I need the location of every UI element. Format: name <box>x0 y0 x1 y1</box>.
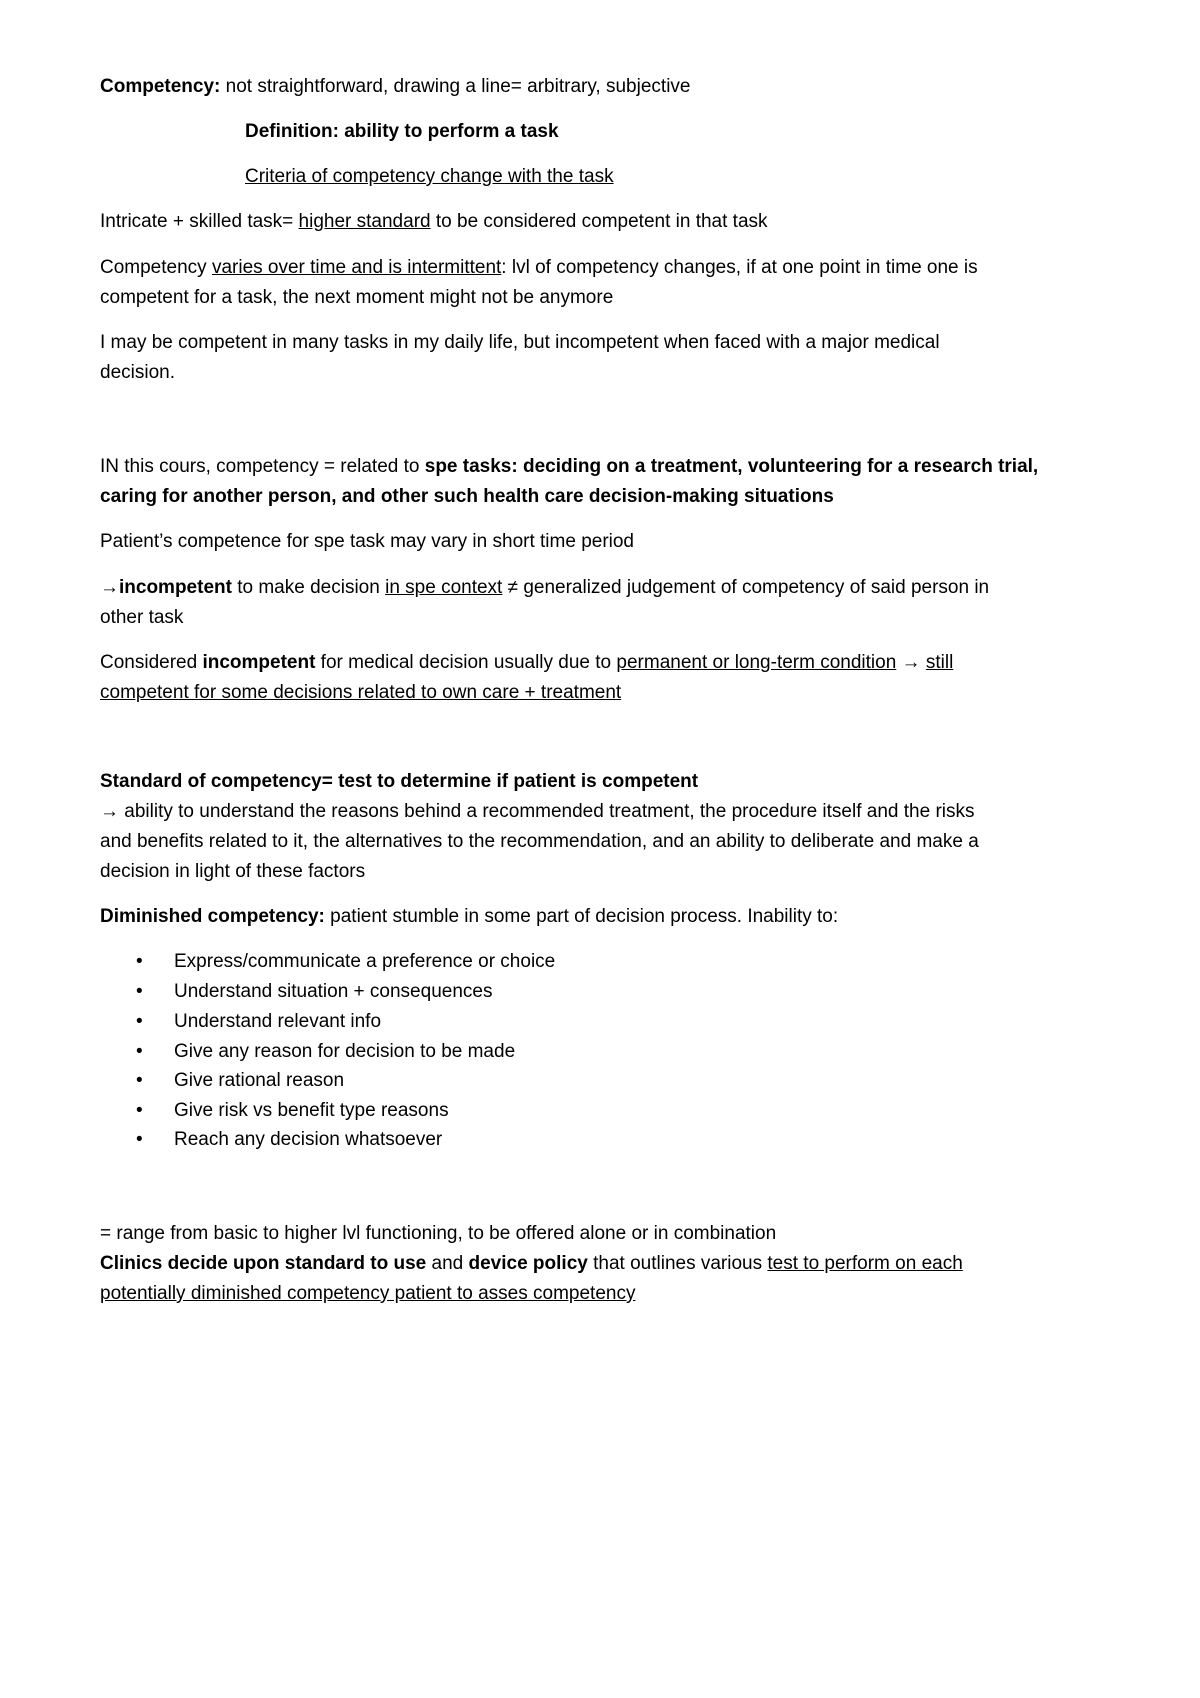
varies-line: Competency varies over time and is intermittent: lvl of competency changes, if at one point in time one is <box>100 257 978 278</box>
patient-line: Patient’s competence for spe task may vary in short time period <box>100 531 635 552</box>
arrow-icon: → <box>896 652 926 673</box>
bullet-icon: • <box>136 1100 143 1121</box>
standard-line-3: decision in light of these factors <box>100 861 366 882</box>
incompetent-line: →incompetent to make decision in spe context ≠ generalized judgement of competency of said person in <box>100 577 990 598</box>
course-line: IN this cours, competency = related to spe tasks: deciding on a treatment, volunteering for a research trial, <box>100 456 1039 477</box>
daily-line: I may be competent in many tasks in my daily life, but incompetent when faced with a major medical <box>100 332 940 353</box>
list-item: Give any reason for decision to be made <box>174 1041 516 1062</box>
list-item: Understand relevant info <box>174 1011 382 1032</box>
bullet-icon: • <box>136 1070 143 1091</box>
range-line: = range from basic to higher lvl functioning, to be offered alone or in combination <box>100 1223 777 1244</box>
list-item: Understand situation + consequences <box>174 981 493 1002</box>
standard-line-1: → ability to understand the reasons behind a recommended treatment, the procedure itself and the risks <box>100 801 975 822</box>
bullet-icon: • <box>136 951 143 972</box>
incompetent-line-2: other task <box>100 607 184 628</box>
competency-label: Competency: <box>100 76 221 97</box>
varies-line-2: competent for a task, the next moment might not be anymore <box>100 287 614 308</box>
arrow-icon: → <box>100 577 119 598</box>
course-line-2: caring for another person, and other such health care decision-making situations <box>100 486 834 507</box>
list-item: Give rational reason <box>174 1070 345 1091</box>
list-item: Give risk vs benefit type reasons <box>174 1100 449 1121</box>
standard-line-2: and benefits related to it, the alternatives to the recommendation, and an ability to deliberate and make a <box>100 831 979 852</box>
diminished-line: Diminished competency: patient stumble in some part of decision process. Inability to: <box>100 906 839 927</box>
criteria-line: Criteria of competency change with the task <box>245 166 614 187</box>
standard-title: Standard of competency= test to determine if patient is competent <box>100 771 699 792</box>
bullet-icon: • <box>136 1041 143 1062</box>
considered-line: Considered incompetent for medical decision usually due to permanent or long-term condition → still <box>100 652 954 673</box>
considered-line-2: competent for some decisions related to own care + treatment <box>100 682 622 703</box>
bullet-icon: • <box>136 1011 143 1032</box>
bullet-icon: • <box>136 1129 143 1150</box>
clinics-line-2: potentially diminished competency patient to asses competency <box>100 1283 636 1304</box>
intricate-line: Intricate + skilled task= higher standard to be considered competent in that task <box>100 211 768 232</box>
list-item: Reach any decision whatsoever <box>174 1129 443 1150</box>
definition-line: Definition: ability to perform a task <box>245 121 559 142</box>
list-item: Express/communicate a preference or choice <box>174 951 556 972</box>
daily-line-2: decision. <box>100 362 175 383</box>
clinics-line: Clinics decide upon standard to use and device policy that outlines various test to perform on each <box>100 1253 963 1274</box>
bullet-icon: • <box>136 981 143 1002</box>
competency-line: Competency: not straightforward, drawing a line= arbitrary, subjective <box>100 76 691 97</box>
